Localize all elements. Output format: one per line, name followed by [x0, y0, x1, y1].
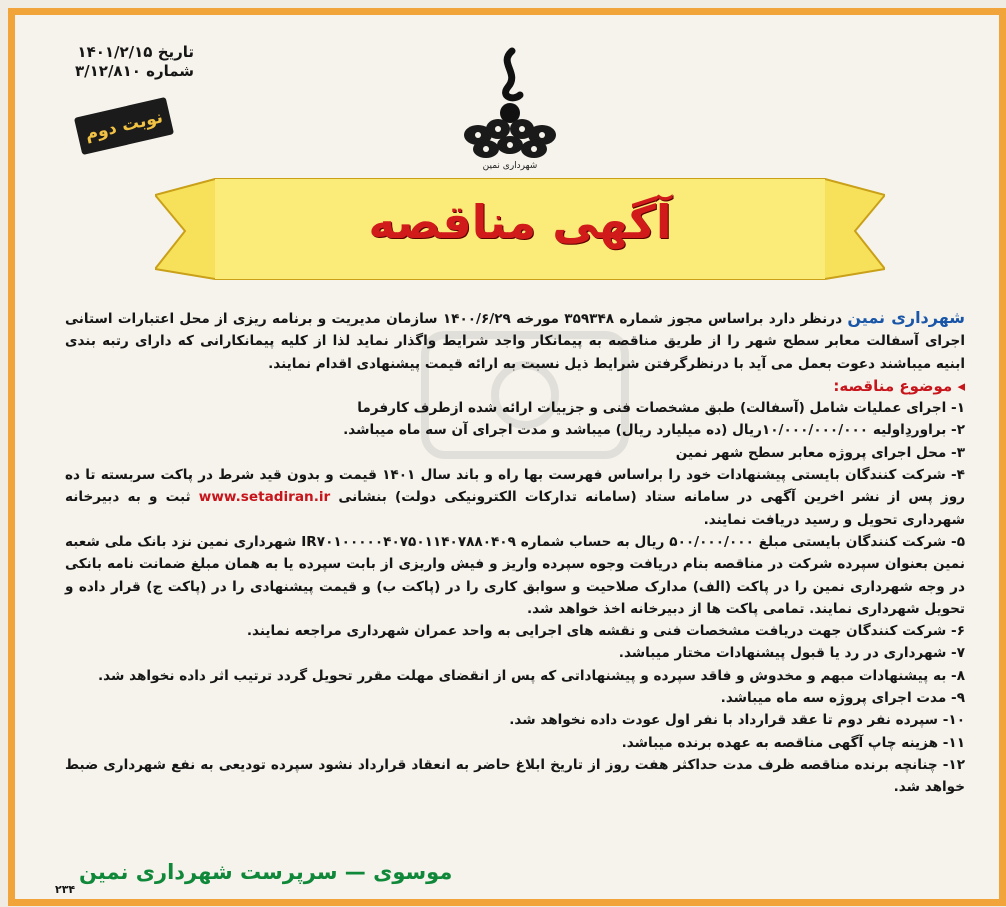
list-item: ۵- شرکت کنندگان بایستی مبلغ ۵۰۰/۰۰۰/۰۰۰ ریال به حساب شماره IR۷۰۱۰۰۰۰۰۴۰۷۵۰۱۱۴۰۷۸۸۰۴۰۹ شهرداری نمین نزد بانک ملی شعبه نمین بعنوان سپرده شرکت در مناقصه بنام دریافت وجوه سپرده واریز و فیش واریزی از بابت سپرده یا به همان مبلغ ضمانت نامه بانکی در وجه شهرداری نمین را در پاکت (الف) مدارک صلاحیت و سوابق کاری را در (پاکت ب) و قیمت پیشنهادی را در (پاکت ج) قرار داده و تحویل شهرداری نمایند. تمامی پاکت ها از دبیرخانه اخذ خواهد شد. [65, 533, 966, 617]
item4-text-end: ثبت و به دبیرخانه شهرداری تحویل و رسید دریافت نمایند. [65, 489, 965, 528]
subject-heading: ◂ موضوع مناقصه: [833, 376, 965, 395]
setadiran-link[interactable]: www.setadiran.ir [198, 489, 331, 506]
signature: موسوی — سرپرست شهرداری نمین [79, 860, 453, 884]
notice-frame [8, 8, 1006, 906]
list-item: ۸- به پیشنهادات مبهم و مخدوش و فاقد سپرده و پیشنهاداتی که پس از انقضای مهلت مقرر تحویل گردد ترتیب اثر داده نخواهد شد. [98, 667, 965, 684]
list-item: ۱- اجرای عملیات شامل (آسفالت) طبق مشخصات فنی و جزییات ارائه شده ازطرف کارفرما [357, 400, 965, 417]
list-item: ۷- شهرداری در رد یا قبول پیشنهادات مختار میباشد. [618, 645, 965, 662]
list-item-4 [65, 464, 965, 531]
number-line: شماره ۳/۱۲/۸۱۰ [75, 62, 195, 80]
title-banner [155, 173, 885, 285]
page-title: آگهی مناقصه [368, 195, 672, 249]
intro-text: درنظر دارد براساس مجوز شماره ۳۵۹۳۴۸ مورخه ۱۴۰۰/۶/۲۹ سازمان مدیریت و برنامه ریزی از محل اعتبارات استانی اجرای آسفالت معابر سطح شهر را از طریق مناقصه به پیمانکار واجد شرایط واگذار نماید لذا از کلیه پیمانکارانی که دارای رتبه بندی ابنیه میباشند دعوت بعمل می آید با درنظرگرفتن شرایط ذیل نسبت به ارائه قیمت پیشنهادی اقدام نمایند. [65, 311, 965, 372]
page-number: ۲۳۴ [55, 883, 76, 896]
intro-paragraph [65, 307, 965, 375]
round-badge: نوبت دوم [74, 97, 174, 155]
notice-body [65, 307, 965, 799]
item4-text: ۴- شرکت کنندگان بایستی پیشنهادات خود را براساس فهرست بها راه و باند سال ۱۴۰۱ قیمت و بدون قید شرط در پاکت سربسته تا ده روز پس از نشر اخرین آگهی در سامانه ستاد (سامانه تدارکات الکترونیکی دولت) بنشانی [65, 467, 966, 506]
list-item: ۲- براوردِاولیه ۱۰/۰۰۰/۰۰۰/۰۰۰ریال (ده میلیارد ریال) میباشد و مدت اجرای آن سه ماه میباشد. [343, 422, 965, 439]
list-item: ۱۲- چنانچه برنده مناقصه ظرف مدت حداکثر هفت روز از تاریخ ابلاغ حاضر به انعقاد قرارداد نشود سپرده تودیعی به نفع شهرداری ضبط خواهد شد. [65, 756, 965, 796]
list-item: ۱۱- هزینه چاپ آگهی مناقصه به عهده برنده میباشد. [621, 734, 965, 751]
brand-name: شهرداری نمین [847, 308, 966, 327]
subject-heading-label: موضوع مناقصه: [833, 376, 953, 395]
list-item: ۹- مدت اجرای پروژه سه ماه میباشد. [720, 690, 965, 707]
logo-caption: شهرداری نمین [482, 161, 538, 171]
list-item: ۱۰- سپرده نفر دوم تا عقد قرارداد با نفر اول عودت داده نخواهد شد. [509, 712, 965, 729]
date-line: تاریخ ۱۴۰۱/۲/۱۵ [77, 43, 195, 61]
reference-block [75, 43, 194, 81]
list-item: ۶- شرکت کنندگان جهت دریافت مشخصات فنی و نقشه های اجرایی به واحد عمران شهرداری مراجعه نمایند. [246, 623, 965, 640]
list-item: ۳- محل اجرای پروژه معابر سطح شهر نمین [675, 444, 965, 461]
